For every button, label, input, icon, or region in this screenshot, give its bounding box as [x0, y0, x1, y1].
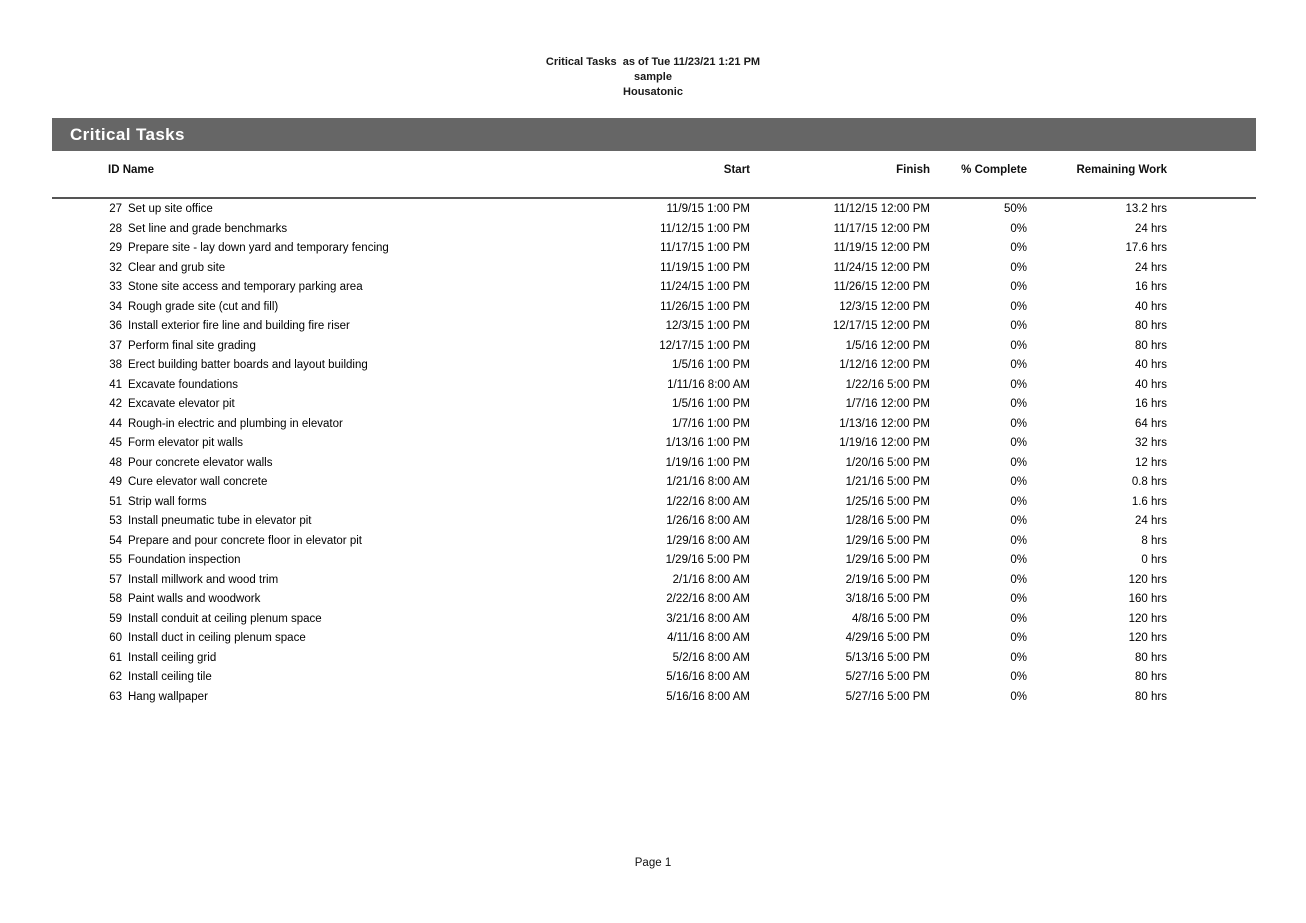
task-name: Excavate elevator pit — [128, 398, 235, 410]
task-name: Install ceiling tile — [128, 671, 212, 683]
task-finish: 5/27/16 5:00 PM — [845, 690, 930, 703]
task-finish: 11/19/15 12:00 PM — [833, 242, 930, 254]
task-name: Pour concrete elevator walls — [128, 456, 273, 469]
table-row — [52, 281, 1256, 301]
task-id: 44 — [109, 417, 122, 430]
task-percent-complete: 0% — [1010, 281, 1027, 293]
task-id: 32 — [109, 261, 122, 274]
table-row — [52, 476, 1256, 496]
task-percent-complete: 0% — [1010, 593, 1027, 605]
task-remaining-work: 80 hrs — [1135, 651, 1167, 664]
page-number-label: Page 1 — [634, 857, 672, 869]
task-id: 51 — [109, 495, 122, 508]
task-id: 54 — [109, 534, 122, 547]
task-percent-complete: 0% — [1010, 632, 1027, 644]
table-row — [52, 535, 1256, 555]
task-id: 37 — [109, 339, 122, 352]
task-percent-complete: 0% — [1010, 437, 1027, 449]
table-row — [52, 340, 1256, 360]
table-row — [52, 671, 1256, 691]
task-finish: 1/21/16 5:00 PM — [845, 476, 930, 488]
task-remaining-work: 0 hrs — [1141, 554, 1167, 566]
task-percent-complete: 0% — [1010, 476, 1027, 488]
task-finish: 12/3/15 12:00 PM — [839, 300, 930, 313]
task-percent-complete: 0% — [1010, 612, 1027, 625]
task-finish: 4/8/16 5:00 PM — [852, 612, 930, 625]
task-name: Hang wallpaper — [128, 690, 208, 703]
task-start: 5/16/16 8:00 AM — [666, 671, 750, 683]
task-start: 1/21/16 8:00 AM — [666, 476, 750, 488]
table-row — [52, 379, 1256, 399]
task-percent-complete: 0% — [1010, 495, 1027, 508]
task-remaining-work: 160 hrs — [1128, 593, 1167, 605]
task-id: 59 — [109, 612, 122, 625]
task-name: Install pneumatic tube in elevator pit — [128, 515, 312, 527]
task-name: Erect building batter boards and layout building — [128, 359, 368, 371]
task-percent-complete: 50% — [1003, 203, 1027, 215]
task-name: Set up site office — [128, 203, 213, 215]
task-id: 53 — [109, 515, 122, 527]
table-body — [52, 203, 1256, 710]
task-start: 11/9/15 1:00 PM — [666, 203, 750, 215]
task-name: Rough-in electric and plumbing in elevator — [128, 417, 343, 430]
task-name: Install conduit at ceiling plenum space — [128, 612, 322, 625]
task-finish: 4/29/16 5:00 PM — [845, 632, 930, 644]
page-title: Critical Tasks — [70, 125, 185, 144]
task-name: Excavate foundations — [128, 378, 238, 391]
task-remaining-work: 32 hrs — [1135, 437, 1167, 449]
task-name: Form elevator pit walls — [128, 437, 244, 449]
task-start: 1/11/16 8:00 AM — [667, 378, 750, 391]
task-remaining-work: 80 hrs — [1135, 671, 1167, 683]
task-remaining-work: 24 hrs — [1135, 261, 1167, 274]
task-name: Install ceiling grid — [128, 651, 217, 664]
task-start: 1/5/16 1:00 PM — [672, 398, 750, 410]
task-name: Paint walls and woodwork — [128, 593, 261, 605]
task-start: 1/7/16 1:00 PM — [672, 417, 750, 430]
task-finish: 11/24/15 12:00 PM — [833, 261, 930, 274]
task-id: 57 — [109, 573, 122, 586]
table-row — [52, 418, 1256, 438]
task-start: 11/26/15 1:00 PM — [660, 300, 750, 313]
task-id: 45 — [109, 437, 122, 449]
section-banner — [52, 118, 1256, 151]
table-row — [52, 203, 1256, 223]
task-remaining-work: 80 hrs — [1135, 339, 1167, 352]
task-start: 2/22/16 8:00 AM — [666, 593, 750, 605]
task-id: 36 — [109, 320, 122, 332]
task-start: 2/1/16 8:00 AM — [672, 573, 750, 586]
task-id: 63 — [109, 690, 122, 703]
task-percent-complete: 0% — [1010, 378, 1027, 391]
task-start: 12/3/15 1:00 PM — [665, 320, 750, 332]
task-remaining-work: 64 hrs — [1135, 417, 1167, 430]
task-percent-complete: 0% — [1010, 261, 1027, 274]
task-id: 41 — [109, 378, 122, 391]
task-finish: 1/19/16 12:00 PM — [839, 437, 930, 449]
table-row — [52, 632, 1256, 652]
task-remaining-work: 24 hrs — [1135, 222, 1167, 235]
task-remaining-work: 1.6 hrs — [1131, 495, 1167, 508]
column-header-remaining-work: Remaining Work — [1076, 164, 1167, 176]
task-finish: 12/17/15 12:00 PM — [832, 320, 930, 332]
table-row — [52, 437, 1256, 457]
table-row — [52, 359, 1256, 379]
task-remaining-work: 16 hrs — [1135, 398, 1167, 410]
task-start: 1/29/16 5:00 PM — [665, 554, 750, 566]
task-finish: 1/25/16 5:00 PM — [845, 495, 930, 508]
task-remaining-work: 120 hrs — [1128, 632, 1167, 644]
task-percent-complete: 0% — [1010, 398, 1027, 410]
task-finish: 11/17/15 12:00 PM — [833, 222, 930, 235]
table-row — [52, 262, 1256, 282]
report-header-line-company: Housatonic — [623, 86, 683, 98]
task-finish: 5/27/16 5:00 PM — [845, 671, 930, 683]
table-row — [52, 652, 1256, 672]
task-id: 49 — [109, 476, 122, 488]
task-start: 1/19/16 1:00 PM — [665, 456, 750, 469]
task-remaining-work: 8 hrs — [1141, 534, 1167, 547]
table-row — [52, 691, 1256, 711]
task-remaining-work: 40 hrs — [1135, 378, 1167, 391]
task-percent-complete: 0% — [1010, 242, 1027, 254]
task-percent-complete: 0% — [1010, 456, 1027, 469]
task-id: 28 — [109, 222, 122, 235]
column-header-finish: Finish — [896, 164, 930, 176]
task-remaining-work: 40 hrs — [1135, 300, 1167, 313]
task-remaining-work: 16 hrs — [1135, 281, 1167, 293]
task-name: Cure elevator wall concrete — [128, 476, 268, 488]
task-percent-complete: 0% — [1010, 515, 1027, 527]
task-id: 61 — [109, 651, 122, 664]
task-name: Rough grade site (cut and fill) — [128, 300, 279, 313]
page-footer — [0, 853, 1306, 871]
task-start: 5/16/16 8:00 AM — [666, 690, 750, 703]
task-finish: 11/26/15 12:00 PM — [833, 281, 930, 293]
task-finish: 1/22/16 5:00 PM — [845, 378, 930, 391]
task-start: 4/11/16 8:00 AM — [667, 632, 750, 644]
task-remaining-work: 120 hrs — [1128, 573, 1167, 586]
task-remaining-work: 80 hrs — [1135, 320, 1167, 332]
task-name: Install exterior fire line and building fire riser — [128, 320, 350, 332]
table-row — [52, 613, 1256, 633]
task-start: 11/17/15 1:00 PM — [660, 242, 750, 254]
task-id: 60 — [109, 632, 122, 644]
task-name: Strip wall forms — [128, 495, 207, 508]
task-percent-complete: 0% — [1010, 554, 1027, 566]
task-remaining-work: 40 hrs — [1135, 359, 1167, 371]
table-row — [52, 515, 1256, 535]
task-remaining-work: 80 hrs — [1135, 690, 1167, 703]
task-finish: 1/20/16 5:00 PM — [845, 456, 930, 469]
task-id: 27 — [109, 203, 122, 215]
task-remaining-work: 13.2 hrs — [1125, 203, 1167, 215]
task-finish: 3/18/16 5:00 PM — [845, 593, 930, 605]
report-header — [0, 55, 1306, 100]
table-row — [52, 242, 1256, 262]
task-id: 42 — [109, 398, 122, 410]
task-id: 33 — [109, 281, 122, 293]
task-name: Install millwork and wood trim — [128, 573, 279, 586]
task-percent-complete: 0% — [1010, 690, 1027, 703]
column-header-percent-complete: % Complete — [961, 164, 1027, 176]
task-name: Prepare site - lay down yard and temporary fencing — [128, 242, 389, 254]
table-row — [52, 301, 1256, 321]
task-id: 34 — [109, 300, 122, 313]
task-remaining-work: 12 hrs — [1135, 456, 1167, 469]
task-finish: 1/13/16 12:00 PM — [839, 417, 930, 430]
column-header-start: Start — [723, 164, 750, 176]
task-name: Set line and grade benchmarks — [128, 222, 288, 235]
task-percent-complete: 0% — [1010, 651, 1027, 664]
task-finish: 1/5/16 12:00 PM — [845, 339, 930, 352]
table-row — [52, 593, 1256, 613]
task-finish: 11/12/15 12:00 PM — [833, 203, 930, 215]
task-start: 5/2/16 8:00 AM — [672, 651, 750, 664]
task-name: Perform final site grading — [128, 339, 256, 352]
task-remaining-work: 120 hrs — [1128, 612, 1167, 625]
table-row — [52, 320, 1256, 340]
task-percent-complete: 0% — [1010, 534, 1027, 547]
table-row — [52, 457, 1256, 477]
column-header-id-name: ID Name — [108, 164, 155, 176]
task-finish: 5/13/16 5:00 PM — [845, 651, 930, 664]
task-finish: 1/29/16 5:00 PM — [845, 554, 930, 566]
table-row — [52, 223, 1256, 243]
task-name: Foundation inspection — [128, 554, 241, 566]
task-id: 38 — [109, 359, 122, 371]
task-percent-complete: 0% — [1010, 417, 1027, 430]
task-start: 1/13/16 1:00 PM — [665, 437, 750, 449]
task-name: Stone site access and temporary parking area — [128, 281, 363, 293]
task-percent-complete: 0% — [1010, 300, 1027, 313]
task-percent-complete: 0% — [1010, 320, 1027, 332]
task-finish: 2/19/16 5:00 PM — [845, 573, 930, 586]
task-percent-complete: 0% — [1010, 359, 1027, 371]
task-start: 11/24/15 1:00 PM — [660, 281, 750, 293]
tasks-table — [52, 160, 1256, 188]
task-start: 11/12/15 1:00 PM — [660, 222, 750, 235]
table-row — [52, 574, 1256, 594]
task-start: 12/17/15 1:00 PM — [659, 339, 750, 352]
table-row — [52, 398, 1256, 418]
task-percent-complete: 0% — [1010, 339, 1027, 352]
task-name: Prepare and pour concrete floor in elevator pit — [128, 534, 362, 547]
task-finish: 1/28/16 5:00 PM — [845, 515, 930, 527]
task-id: 48 — [109, 456, 122, 469]
task-start: 1/29/16 8:00 AM — [666, 534, 750, 547]
task-start: 1/22/16 8:00 AM — [666, 495, 750, 508]
header-rule-divider — [52, 197, 1256, 199]
task-name: Clear and grub site — [128, 261, 226, 274]
table-header-row — [52, 160, 1256, 188]
task-name: Install duct in ceiling plenum space — [128, 632, 306, 644]
task-start: 1/5/16 1:00 PM — [672, 359, 750, 371]
task-remaining-work: 17.6 hrs — [1125, 242, 1167, 254]
table-row — [52, 496, 1256, 516]
report-header-line-project: sample — [634, 71, 672, 83]
task-finish: 1/29/16 5:00 PM — [845, 534, 930, 547]
task-start: 3/21/16 8:00 AM — [666, 612, 750, 625]
task-percent-complete: 0% — [1010, 671, 1027, 683]
task-id: 55 — [109, 554, 122, 566]
task-finish: 1/7/16 12:00 PM — [845, 398, 930, 410]
task-percent-complete: 0% — [1010, 222, 1027, 235]
table-row — [52, 554, 1256, 574]
task-id: 58 — [109, 593, 122, 605]
task-id: 62 — [109, 671, 122, 683]
task-remaining-work: 0.8 hrs — [1131, 476, 1167, 488]
task-id: 29 — [109, 242, 122, 254]
task-start: 1/26/16 8:00 AM — [666, 515, 750, 527]
task-percent-complete: 0% — [1010, 573, 1027, 586]
task-remaining-work: 24 hrs — [1135, 515, 1167, 527]
report-header-line-title: Critical Tasks as of Tue 11/23/21 1:21 PM — [545, 56, 761, 68]
task-start: 11/19/15 1:00 PM — [660, 261, 750, 274]
task-finish: 1/12/16 12:00 PM — [839, 359, 930, 371]
